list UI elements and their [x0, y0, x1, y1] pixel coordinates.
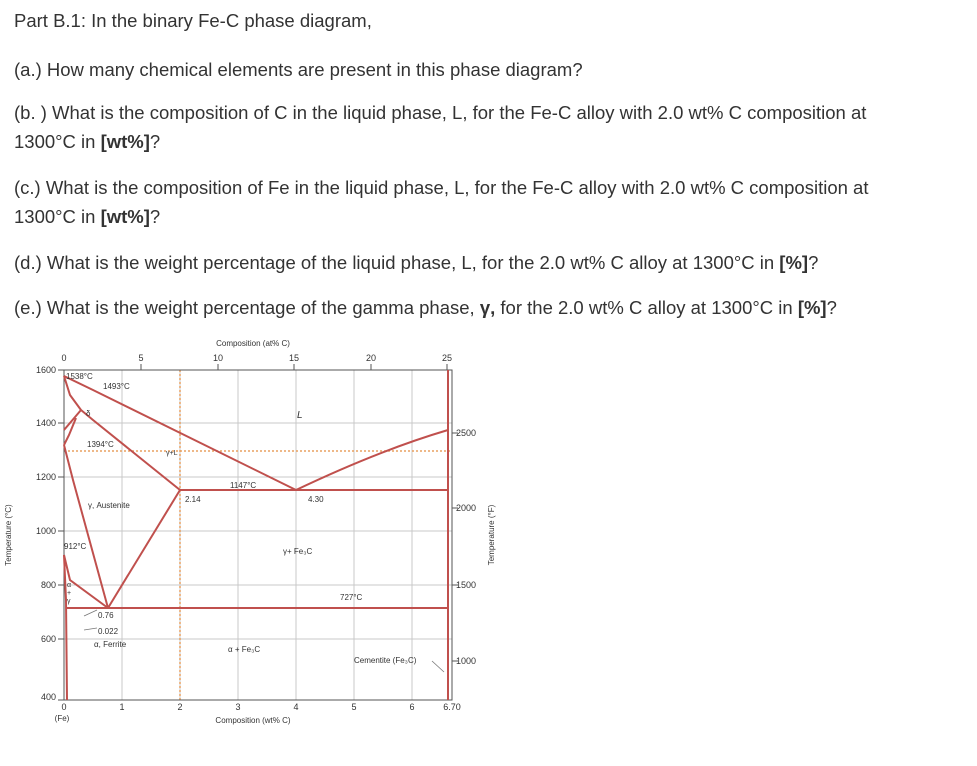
question-e	[14, 293, 944, 322]
question-a: (a.) How many chemical elements are present in this phase diagram?	[14, 59, 583, 80]
right-tick-1500: 1500	[456, 580, 477, 590]
left-tick-1600: 1600	[35, 365, 56, 375]
label-430: 4.30	[308, 495, 324, 504]
question-b	[14, 98, 944, 156]
question-e-gamma: γ,	[479, 297, 496, 318]
right-tick-2500: 2500	[456, 428, 477, 438]
label-1493: 1493°C	[103, 382, 130, 391]
right-tick-2000: 2000	[456, 503, 477, 513]
label-214: 2.14	[185, 495, 201, 504]
bottom-origin-note: (Fe)	[54, 714, 70, 723]
label-727: 727°C	[340, 593, 363, 602]
question-b-unit: [wt%]	[100, 131, 150, 152]
question-b-line1: (b. ) What is the composition of C in the liquid phase, L, for the Fe-C alloy with 2.0 wt% C composition at	[14, 102, 867, 123]
label-alpha-fe3c: α + Fe₃C	[228, 645, 261, 654]
question-e-text: (e.) What is the weight percentage of the gamma phase,	[14, 297, 480, 318]
label-912: 912°C	[64, 542, 87, 551]
label-liquid: L	[297, 410, 303, 421]
question-c-line1: (c.) What is the composition of Fe in the liquid phase, L, for the Fe-C alloy with 2.0 wt% C composition at	[14, 177, 869, 198]
label-delta: δ	[86, 409, 91, 418]
question-d-unit: [%]	[779, 252, 809, 273]
bottom-tick-6: 6	[409, 702, 415, 712]
label-gamma-liquid: γ+L	[166, 450, 178, 457]
top-tick-10: 10	[212, 353, 224, 363]
question-e-text2: for the 2.0 wt% C alloy at 1300°C in	[495, 297, 798, 318]
bottom-tick-3: 3	[235, 702, 241, 712]
right-axis-title: Temperature (°F)	[487, 504, 496, 566]
question-e-unit: [%]	[797, 297, 827, 318]
question-b-end: ?	[149, 131, 161, 152]
label-076: 0.76	[98, 611, 114, 620]
bottom-tick-0: 0	[61, 702, 67, 712]
top-axis-title: Composition (at% C)	[216, 339, 290, 348]
bottom-tick-2: 2	[177, 702, 183, 712]
left-tick-1200: 1200	[35, 472, 56, 482]
top-tick-25: 25	[441, 353, 453, 363]
left-tick-800: 800	[40, 580, 56, 590]
question-b-line2: 1300°C in	[14, 131, 101, 152]
label-alpha-small: α	[67, 582, 72, 589]
part-heading: Part B.1: In the binary Fe-C phase diagram,	[14, 10, 372, 31]
fe-c-phase-diagram	[0, 330, 977, 766]
left-tick-400: 400	[40, 692, 56, 702]
bottom-tick-670: 6.70	[443, 702, 461, 712]
question-c-line2: 1300°C in	[14, 206, 101, 227]
question-c	[14, 173, 944, 231]
top-tick-15: 15	[288, 353, 300, 363]
left-tick-1400: 1400	[35, 418, 56, 428]
bottom-tick-4: 4	[293, 702, 299, 712]
question-c-unit: [wt%]	[100, 206, 150, 227]
label-cementite: Cementite (Fe₃C)	[354, 656, 417, 665]
left-tick-1000: 1000	[35, 526, 56, 536]
label-plus-small: +	[67, 590, 72, 597]
question-d	[14, 248, 944, 277]
left-tick-600: 600	[40, 634, 56, 644]
label-1394: 1394°C	[87, 440, 114, 449]
label-ferrite: α, Ferrite	[94, 640, 127, 649]
bottom-tick-5: 5	[351, 702, 357, 712]
question-d-text: (d.) What is the weight percentage of the liquid phase, L, for the 2.0 wt% C alloy at 1300°C in	[14, 252, 780, 273]
question-e-end: ?	[826, 297, 837, 318]
question-c-end: ?	[149, 206, 161, 227]
label-gamma-fe3c: γ+ Fe₃C	[283, 547, 313, 556]
top-tick-5: 5	[138, 353, 144, 363]
right-tick-1000: 1000	[456, 656, 477, 666]
top-tick-0: 0	[61, 353, 67, 363]
label-1538: 1538°C	[66, 372, 93, 381]
label-gamma-small: γ	[67, 598, 71, 605]
question-d-end: ?	[808, 252, 819, 273]
label-0022: 0.022	[98, 627, 119, 636]
left-axis-title: Temperature (°C)	[4, 504, 13, 566]
top-tick-20: 20	[365, 353, 377, 363]
label-austenite: γ, Austenite	[88, 501, 130, 510]
bottom-tick-1: 1	[119, 702, 125, 712]
bottom-axis-title: Composition (wt% C)	[215, 716, 291, 725]
label-1147: 1147°C	[230, 481, 257, 490]
